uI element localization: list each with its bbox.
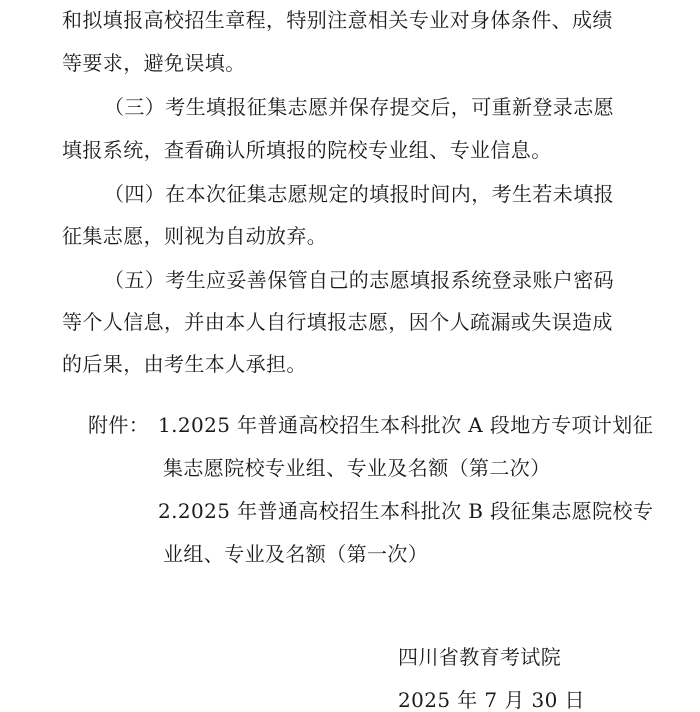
body-text-line: 等个人信息，并由本人自行填报志愿，因个人疏漏或失误造成 — [62, 310, 613, 334]
attachment-item-2-line2: 业组、专业及名额（第一次） — [163, 542, 429, 566]
attachments-label: 附件： — [88, 413, 150, 437]
body-text-line: （三）考生填报征集志愿并保存提交后，可重新登录志愿 — [104, 95, 614, 119]
signature-date: 2025 年 7 月 30 日 — [398, 688, 585, 712]
attachment-item-1-line1: 1.2025 年普通高校招生本科批次 A 段地方专项计划征 — [158, 413, 654, 437]
signature-organization: 四川省教育考试院 — [398, 645, 562, 669]
attachment-item-1-line2: 集志愿院校专业组、专业及名额（第二次） — [163, 456, 551, 480]
body-text-line: 征集志愿，则视为自动放弃。 — [62, 224, 328, 248]
body-text-line: 的后果，由考生本人承担。 — [62, 352, 307, 376]
body-text-line: 填报系统，查看确认所填报的院校专业组、专业信息。 — [62, 138, 552, 162]
body-text-line: （四）在本次征集志愿规定的填报时间内，考生若未填报 — [104, 182, 614, 206]
body-text-line: （五）考生应妥善保管自己的志愿填报系统登录账户密码 — [104, 268, 614, 292]
body-text-line: 等要求，避免误填。 — [62, 51, 246, 75]
body-text-line: 和拟填报高校招生章程，特别注意相关专业对身体条件、成绩 — [62, 8, 613, 32]
attachment-item-2-line1: 2.2025 年普通高校招生本科批次 B 段征集志愿院校专 — [158, 499, 654, 523]
